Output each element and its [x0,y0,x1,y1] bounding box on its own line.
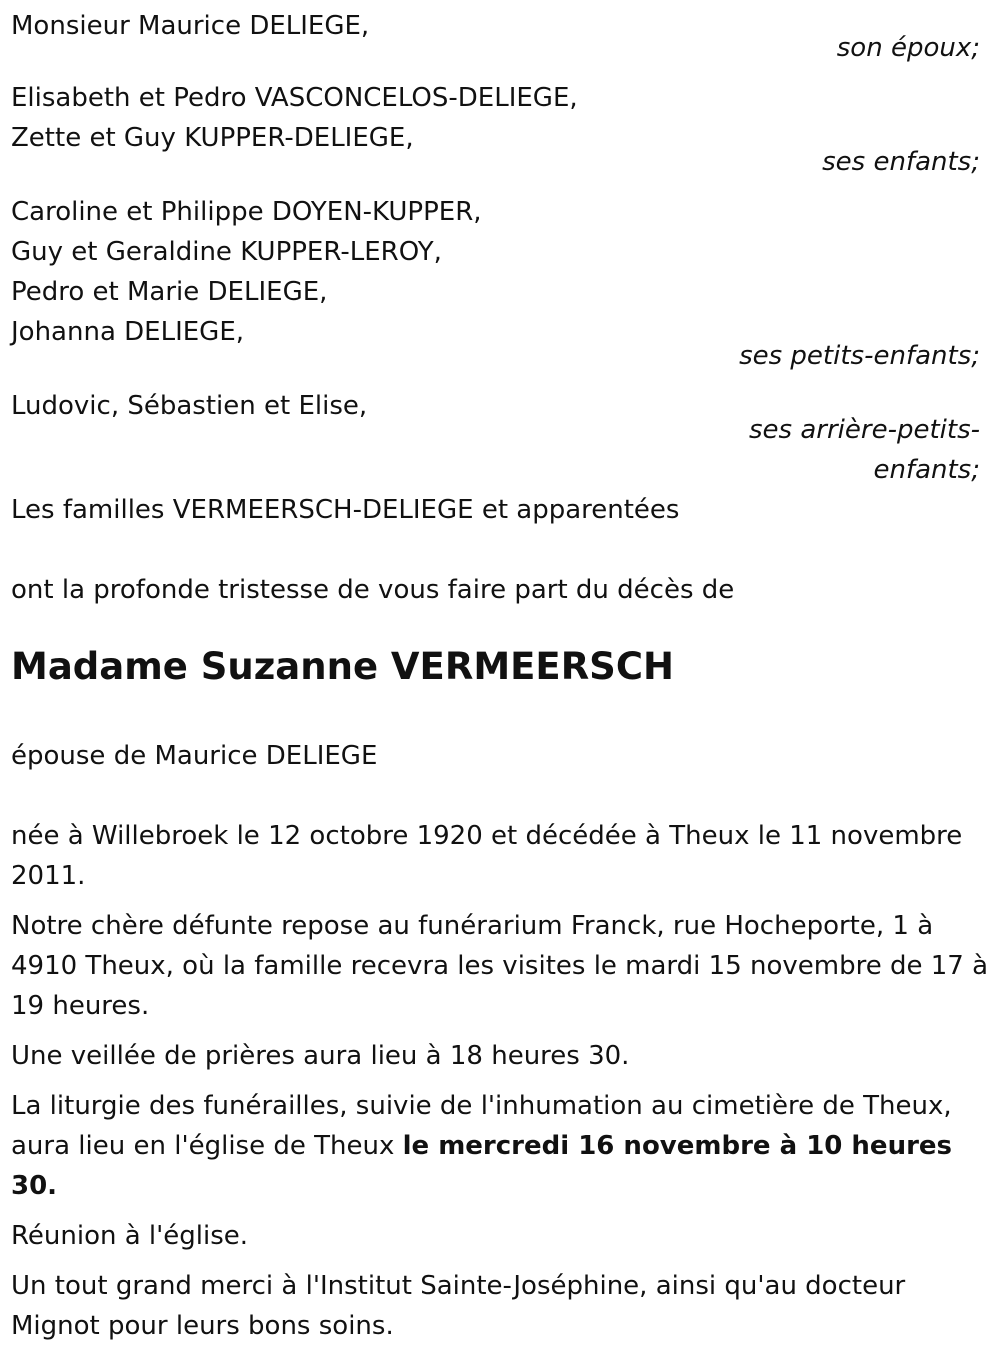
deceased-name: Madame Suzanne VERMEERSCH [11,645,674,688]
vigil-paragraph: Une veillée de prières aura lieu à 18 heures 30. [11,1041,630,1071]
spouse-of: épouse de Maurice DELIEGE [11,741,378,771]
child-2: Zette et Guy KUPPER-DELIEGE, [11,123,414,153]
announcement: ont la profonde tristesse de vous faire part du décès de [11,575,735,605]
great-grandchildren-role-2: enfants; [873,455,980,485]
grandchildren-role: ses petits-enfants; [739,341,980,371]
liturgy-paragraph [11,1086,990,1206]
great-grandchildren-role-1: ses arrière-petits- [749,415,980,445]
spouse-name: Monsieur Maurice DELIEGE, [11,11,370,41]
details-section [11,816,990,1346]
birth-death-paragraph: née à Willebroek le 12 octobre 1920 et décédée à Theux le 11 novembre 2011. [11,821,963,891]
spouse-role: son époux; [836,33,980,63]
grandchild-1: Caroline et Philippe DOYEN-KUPPER, [11,197,482,227]
grandchild-4: Johanna DELIEGE, [11,317,245,347]
liturgy-text: La liturgie des funérailles, suivie de l'inhumation au cimetière de Theux, aura lieu en l'église de Theux [11,1091,952,1161]
child-1: Elisabeth et Pedro VASCONCELOS-DELIEGE, [11,83,578,113]
children-role: ses enfants; [822,147,980,177]
families-line: Les familles VERMEERSCH-DELIEGE et apparentées [11,495,680,525]
grandchild-3: Pedro et Marie DELIEGE, [11,277,328,307]
meeting-paragraph: Réunion à l'église. [11,1221,249,1251]
visitation-paragraph: Notre chère défunte repose au funérarium Franck, rue Hocheporte, 1 à 4910 Theux, où la famille recevra les visites le mardi 15 novembre de 17 à 19 heures. [11,911,989,1021]
great-grandchildren: Ludovic, Sébastien et Elise, [11,391,368,421]
liturgy-date: le mercredi 16 novembre à 10 heures 30. [11,1131,953,1201]
grandchild-2: Guy et Geraldine KUPPER-LEROY, [11,237,442,267]
thanks-paragraph: Un tout grand merci à l'Institut Sainte-Joséphine, ainsi qu'au docteur Mignot pour leurs bons soins. [11,1271,906,1341]
